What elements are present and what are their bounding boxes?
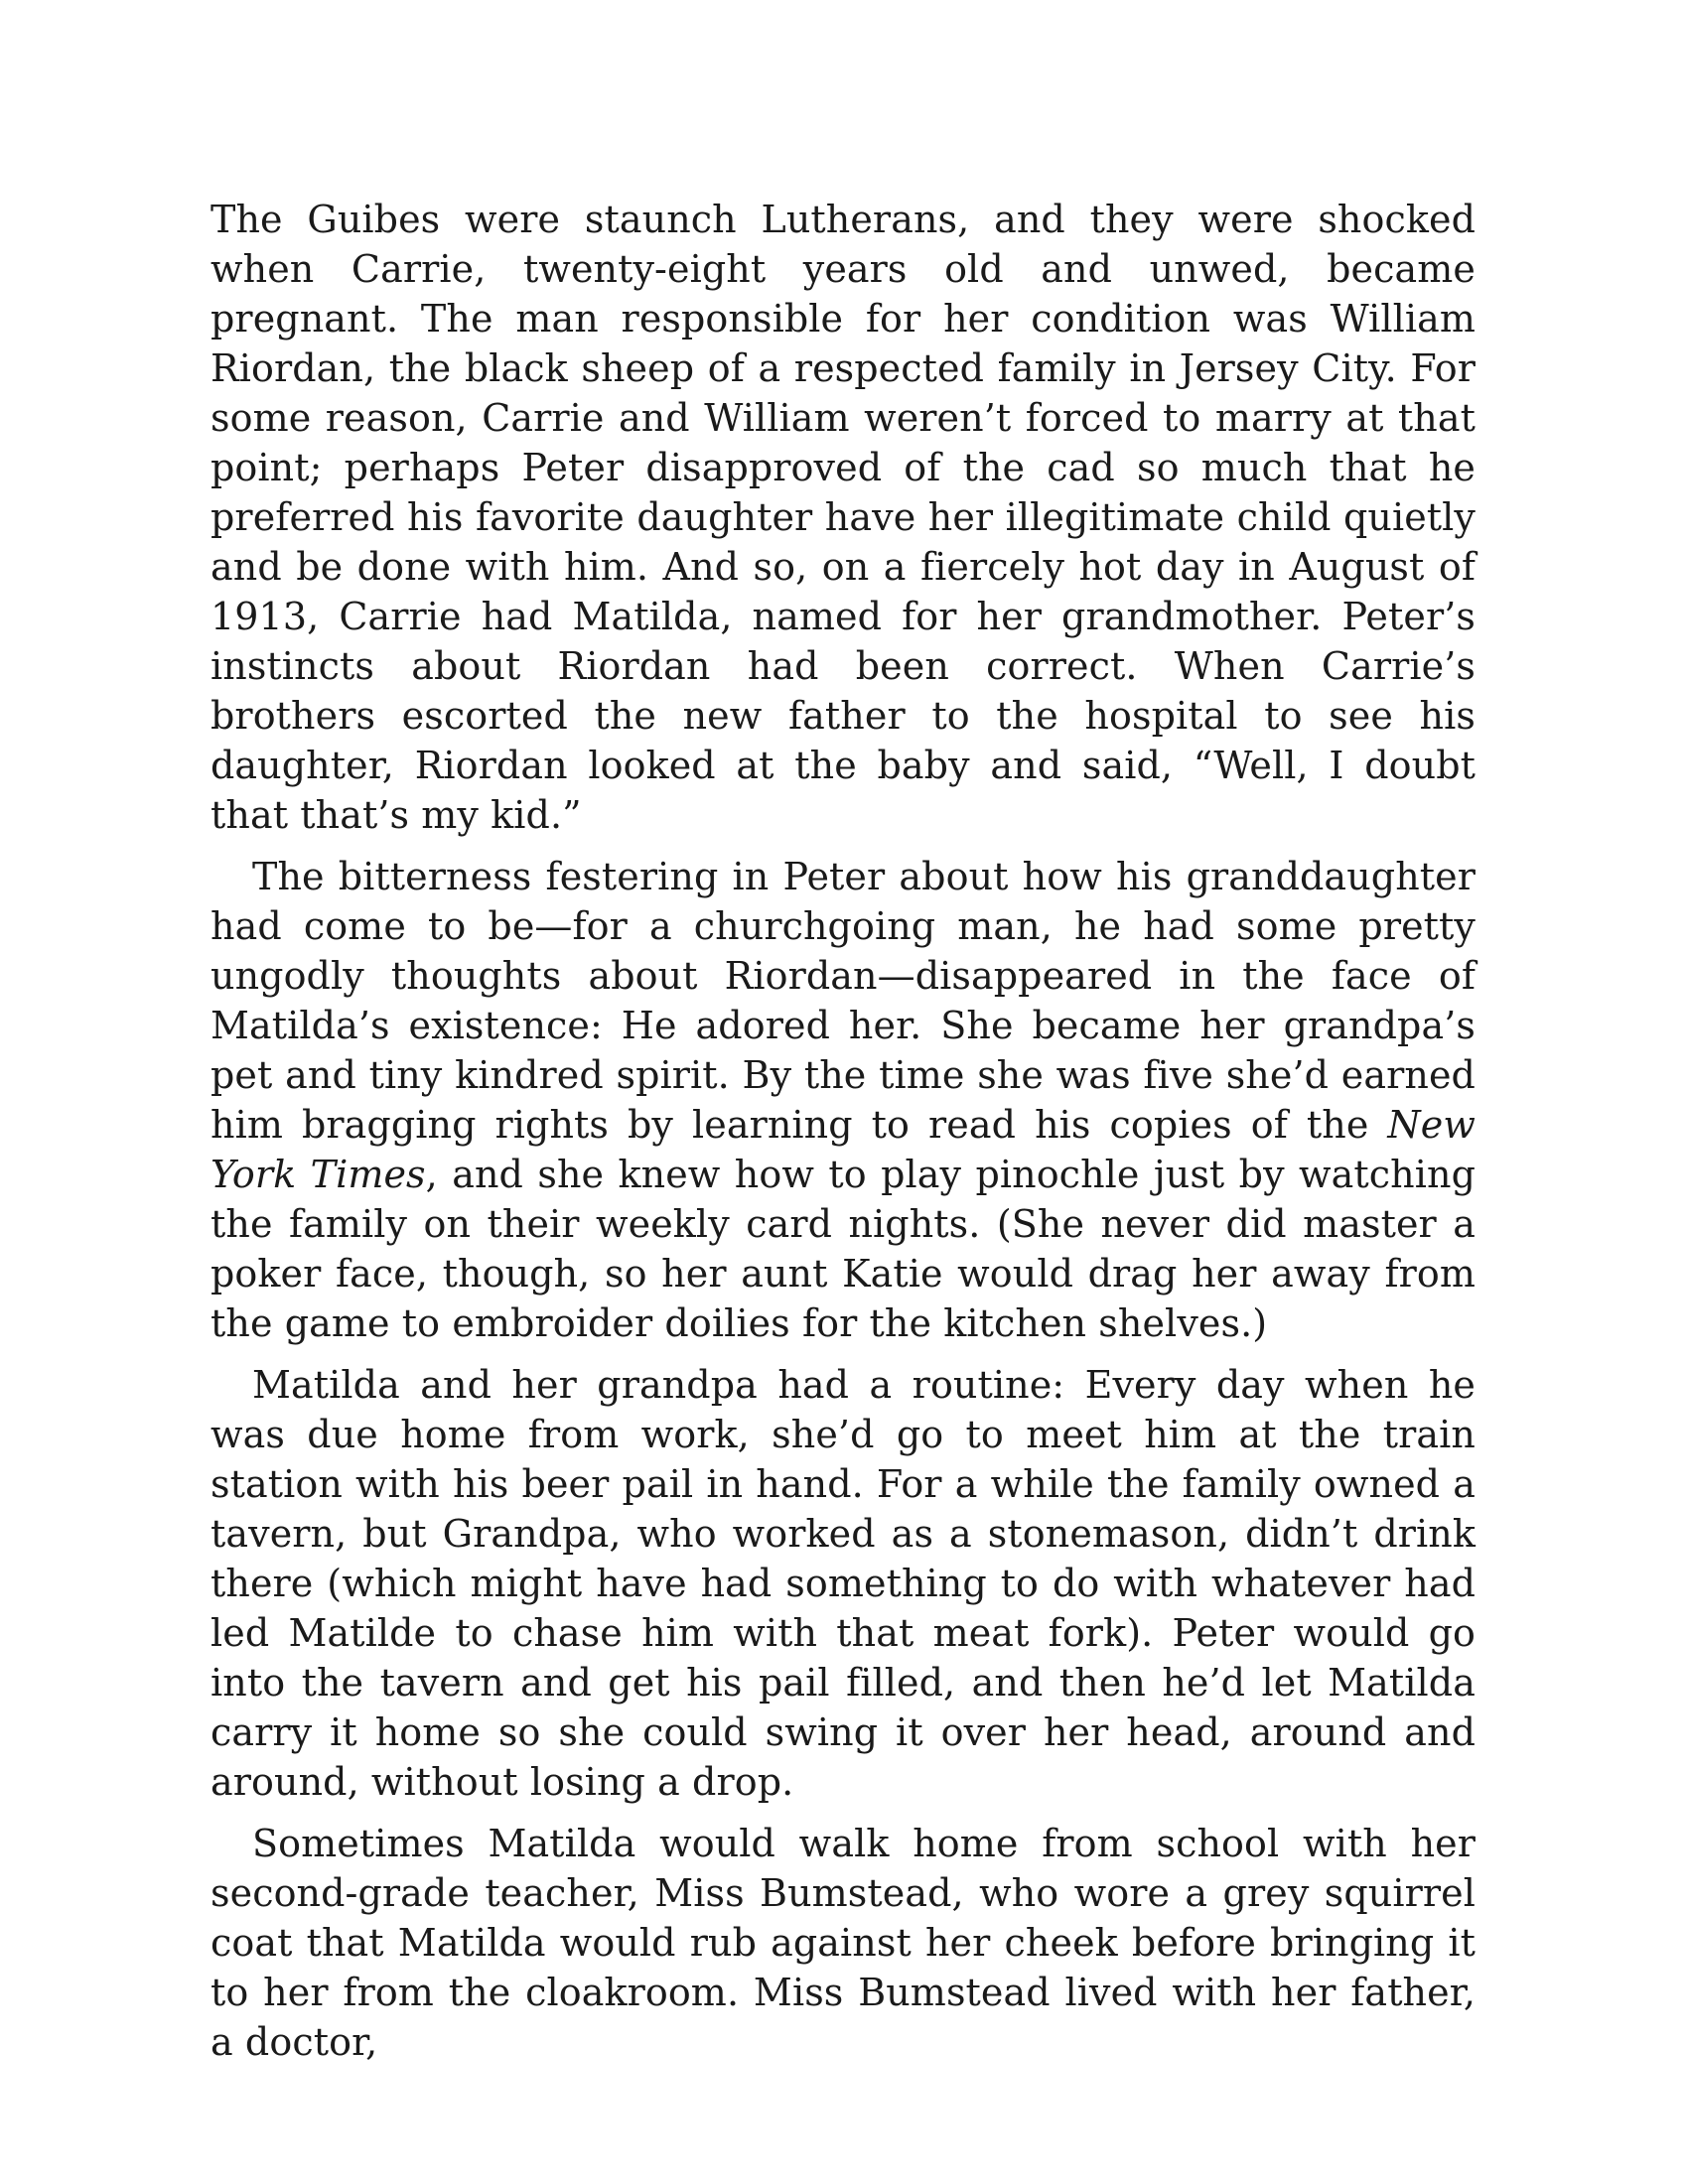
paragraph-bitterness: [211, 852, 1476, 1348]
paragraph-bitterness-after: , and she knew how to play pinochle just by watching the family on their weekly card nights. (She never did master a poker face, though, so her aunt Katie would drag her away from the game to embroider doilies for the kitchen shelves.): [211, 1153, 1476, 1345]
paragraph-guibes: The Guibes were staunch Lutherans, and they were shocked when Carrie, twenty-eight years old and unwed, became pregnant. The man responsible for her condition was William Riordan, the black sheep of a respected family in Jersey City. For some reason, Carrie and William weren’t forced to marry at that point; perhaps Peter disapproved of the cad so much that he preferred his favorite daughter have her illegitimate child quietly and be done with him. And so, on a fiercely hot day in August of 1913, Carrie had Matilda, named for her grandmother. Peter’s instincts about Riordan had been correct. When Carrie’s brothers escorted the new father to the hospital to see his daughter, Riordan looked at the baby and said, “Well, I doubt that that’s my kid.”: [211, 198, 1476, 837]
paragraph-bitterness-before: The bitterness festering in Peter about how his granddaughter had come to be—for a churchgoing man, he had some pretty ungodly thoughts about Riordan—disappeared in the face of Matilda’s existence: He adored her. She became her grandpa’s pet and tiny kindred spirit. By the time she was five she’d earned him bragging rights by learning to read his copies of the: [211, 855, 1476, 1147]
page-body: [211, 195, 1476, 2079]
paragraph-miss-bumstead: Sometimes Matilda would walk home from school with her second-grade teacher, Miss Bumstead, who wore a grey squirrel coat that Matilda would rub against her cheek before bringing it to her from the cloakroom. Miss Bumstead lived with her father, a doctor,: [211, 1822, 1476, 2064]
newspaper-title: New York Times: [211, 1103, 1476, 1196]
paragraph-routine: Matilda and her grandpa had a routine: Every day when he was due home from work, she’d go to meet him at the train station with his beer pail in hand. For a while the family owned a tavern, but Grandpa, who worked as a stonemason, didn’t drink there (which might have had something to do with whatever had led Matilde to chase him with that meat fork). Peter would go into the tavern and get his pail filled, and then he’d let Matilda carry it home so she could swing it over her head, around and around, without losing a drop.: [211, 1363, 1476, 1804]
